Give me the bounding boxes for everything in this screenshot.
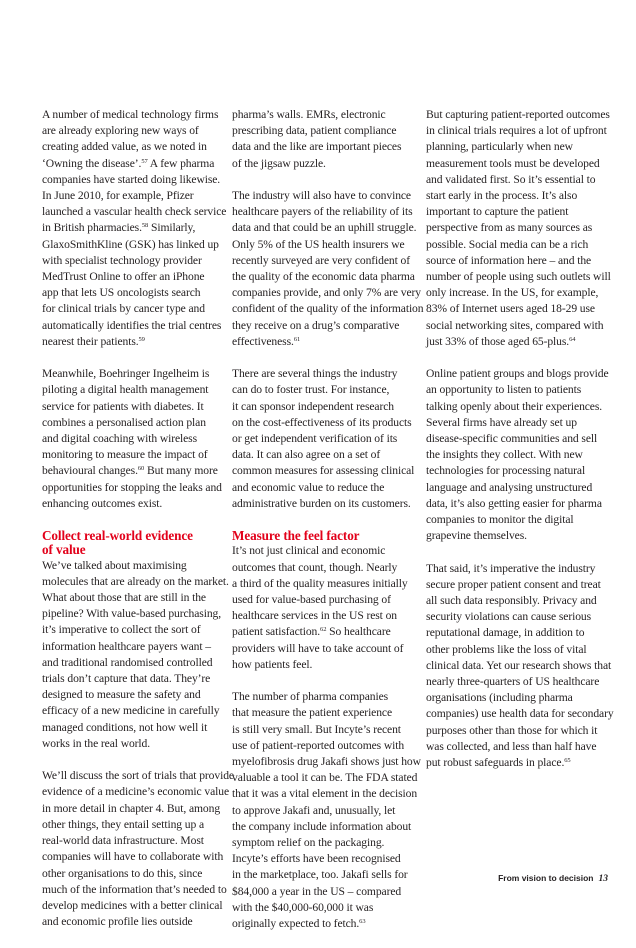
- text-line: There are several things the industry: [232, 367, 398, 381]
- body-paragraph: [42, 107, 228, 350]
- text-line: other organisations to do this, since: [42, 866, 203, 880]
- text-run: But many more: [144, 464, 218, 478]
- text-line: [42, 220, 228, 236]
- text-line: service for patients with diabetes. It: [42, 399, 204, 413]
- text-line: all such data responsibly. Privacy and: [426, 594, 597, 608]
- text-line: to approve Jakafi and, unusually, let: [232, 803, 396, 817]
- text-line: companies) use health data for secondary: [426, 707, 614, 721]
- text-line: and traditional randomised controlled: [42, 655, 213, 669]
- text-line: pipeline? With value-based purchasing,: [42, 607, 222, 621]
- text-line: We’ll discuss the sort of trials that provide: [42, 769, 234, 783]
- text-line: outcomes that count, though. Nearly: [232, 560, 398, 574]
- text-line: talking openly about their experiences.: [426, 399, 603, 413]
- footnote-reference: 57: [141, 157, 148, 165]
- footnote-reference: 58: [141, 222, 149, 230]
- text-line: [232, 916, 418, 932]
- footer-title: From vision to decision: [498, 873, 594, 883]
- page-number: 13: [598, 874, 608, 884]
- text-line: they receive on a drug’s comparative: [232, 318, 400, 332]
- text-line: was collected, and less than half have: [426, 739, 597, 753]
- text-line: valuable a tool it can be. The FDA stated: [232, 771, 418, 785]
- text-run: behavioural changes.: [42, 464, 138, 478]
- text-line: 83% of Internet users aged 18-29 use: [426, 302, 595, 316]
- text-line: $84,000 a year in the US – compared: [232, 884, 402, 898]
- text-line: The number of pharma companies: [232, 690, 389, 704]
- text-line: We’ve talked about maximising: [42, 558, 187, 572]
- text-line: reputational damage, in addition to: [426, 626, 585, 640]
- text-line: prescribing data, patient compliance: [232, 124, 397, 138]
- text-line: Measure the feel factor: [232, 528, 360, 544]
- text-line: only increase. In the US, for example,: [426, 286, 599, 300]
- text-line: use of patient-reported outcomes with: [232, 738, 405, 752]
- text-line: Only 5% of the US health insurers we: [232, 237, 405, 251]
- text-run: in British pharmacies.: [42, 221, 142, 235]
- body-paragraph: [426, 366, 616, 544]
- text-line: important to capture the patient: [426, 205, 569, 219]
- text-line: source of information here – and the: [426, 253, 592, 267]
- body-paragraph: [42, 366, 228, 512]
- text-line: in clinical trials requires a lot of upfront: [426, 124, 607, 138]
- text-line: is still very small. But Incyte’s recent: [232, 722, 401, 736]
- text-line: are already exploring new ways of: [42, 124, 199, 138]
- body-paragraph: [232, 689, 421, 932]
- text-line: data and that could be an uphill struggle.: [232, 221, 417, 235]
- text-line: and economic profile lies outside: [42, 915, 193, 929]
- text-line: real-world data infrastructure. Most: [42, 834, 204, 848]
- footnote-reference: 65: [564, 757, 571, 765]
- text-line: a third of the quality measures initially: [232, 576, 408, 590]
- text-line: [426, 755, 616, 771]
- footnote-reference: 61: [293, 335, 301, 343]
- text-line: grapevine themselves.: [426, 529, 527, 543]
- page-footer: [498, 873, 608, 884]
- text-line: companies provide, and only 7% are very: [232, 286, 421, 300]
- text-line: the quality of the economic data pharma: [232, 270, 415, 284]
- text-line: monitoring to measure the impact of: [42, 448, 208, 462]
- text-run: put robust safeguards in place.: [426, 756, 565, 770]
- text-line: data and the like are important pieces: [232, 140, 402, 154]
- text-line: an opportunity to listen to patients: [426, 383, 582, 397]
- text-line: perspective from as many sources as: [426, 221, 593, 235]
- text-line: companies to monitor the digital: [426, 513, 574, 527]
- text-line: In June 2010, for example, Pfizer: [42, 189, 194, 203]
- text-line: evidence of a medicine’s economic value: [42, 785, 229, 799]
- text-column-1: [42, 107, 234, 947]
- text-line: confident of the quality of the information: [232, 302, 424, 316]
- text-line: purposes other than those for which it: [426, 723, 598, 737]
- text-line: companies will have to collaborate with: [42, 850, 224, 864]
- text-line: organisations (including pharma: [426, 691, 573, 705]
- text-line: myelofibrosis drug Jakafi shows just how: [232, 755, 421, 769]
- text-line: creating added value, as we noted in: [42, 140, 207, 154]
- text-line: [232, 624, 418, 640]
- text-line: can do to foster trust. For instance,: [232, 383, 390, 397]
- text-line: that measure the patient experience: [232, 706, 393, 720]
- text-line: MedTrust Online to offer an iPhone: [42, 270, 205, 284]
- body-paragraph: [232, 107, 418, 172]
- text-line: secure proper patient consent and treat: [426, 577, 601, 591]
- text-line: the insights they collect. With new: [426, 448, 583, 462]
- text-line: language and analysing unstructured: [426, 480, 593, 494]
- text-line: nearly three-quarters of US healthcare: [426, 675, 600, 689]
- text-line: pharma’s walls. EMRs, electronic: [232, 108, 386, 121]
- text-line: GlaxoSmithKline (GSK) has linked up: [42, 237, 219, 251]
- section-heading: [42, 528, 228, 557]
- text-line: administrative burden on its customers.: [232, 496, 411, 510]
- text-line: in more detail in chapter 4. But, among: [42, 801, 221, 815]
- text-line: of value: [42, 542, 86, 558]
- text-line: works in the real world.: [42, 736, 151, 750]
- text-line: trials don’t capture that data. They’re: [42, 672, 211, 686]
- text-line: with specialist technology provider: [42, 253, 202, 267]
- text-line: combines a personalised action plan: [42, 415, 206, 429]
- text-line: healthcare services in the US rest on: [232, 609, 397, 623]
- text-run: A few pharma: [147, 156, 215, 170]
- text-line: app that lets US oncologists search: [42, 286, 201, 300]
- text-line: efficacy of a new medicine in carefully: [42, 704, 220, 718]
- text-line: designed to measure the safety and: [42, 688, 201, 702]
- text-line: [42, 334, 228, 350]
- footnote-reference: 59: [138, 335, 145, 343]
- text-run: So healthcare: [326, 625, 391, 639]
- text-line: Several firms have already set up: [426, 415, 577, 429]
- text-line: That said, it’s imperative the industry: [426, 561, 596, 575]
- section-heading: [232, 528, 418, 543]
- text-line: healthcare payers of the reliability of its: [232, 205, 413, 219]
- body-paragraph: [42, 558, 228, 752]
- text-line: symptom relief on the packaging.: [232, 836, 385, 850]
- footnote-reference: 62: [320, 626, 327, 634]
- text-line: [232, 334, 418, 350]
- text-line: other problems like the loss of vital: [426, 642, 587, 656]
- text-line: data, it’s also getting easier for pharma: [426, 496, 602, 510]
- text-line: or get independent verification of its: [232, 432, 398, 446]
- text-line: It’s not just clinical and economic: [232, 544, 386, 558]
- text-line: information healthcare payers want –: [42, 639, 211, 653]
- text-run: originally expected to fetch.: [232, 917, 360, 931]
- footnote-reference: 63: [359, 918, 366, 926]
- text-line: measurement tools must be developed: [426, 156, 600, 170]
- text-line: But capturing patient-reported outcomes: [426, 108, 610, 121]
- text-line: on the cost-effectiveness of its products: [232, 415, 412, 429]
- text-line: with the $40,000-60,000 it was: [232, 900, 374, 914]
- text-line: clinical data. Yet our research shows that: [426, 658, 612, 672]
- text-line: that it was a vital element in the decision: [232, 787, 418, 801]
- body-paragraph: [232, 188, 424, 350]
- text-line: start early in the process. It’s also: [426, 189, 578, 203]
- text-line: opportunities for stopping the leaks and: [42, 480, 222, 494]
- text-line: social networking sites, compared with: [426, 318, 604, 332]
- text-line: how patients feel.: [232, 657, 313, 671]
- text-line: and digital coaching with wireless: [42, 432, 198, 446]
- text-line: and validated first. So it’s essential to: [426, 172, 596, 186]
- body-paragraph: [42, 768, 234, 930]
- body-paragraph: [232, 543, 418, 673]
- text-line: automatically identifies the trial centres: [42, 318, 222, 332]
- text-line: technologies for processing natural: [426, 464, 586, 478]
- text-line: Collect real-world evidence: [42, 528, 193, 544]
- text-line: [42, 463, 228, 479]
- text-line: possible. Social media can be a rich: [426, 237, 589, 251]
- text-line: develop medicines with a better clinical: [42, 898, 223, 912]
- text-line: for clinical trials by cancer type and: [42, 302, 205, 316]
- text-line: other things, they entail setting up a: [42, 817, 205, 831]
- footnote-reference: 64: [569, 335, 576, 343]
- text-line: providers will have to take account of: [232, 641, 404, 655]
- text-column-3: [426, 107, 616, 787]
- text-line: The industry will also have to convince: [232, 189, 411, 202]
- text-line: it can sponsor independent research: [232, 399, 394, 413]
- text-line: enhancing outcomes exist.: [42, 496, 163, 510]
- text-line: Meanwhile, Boehringer Ingelheim is: [42, 367, 210, 381]
- text-line: piloting a digital health management: [42, 383, 209, 397]
- text-line: number of people using such outlets will: [426, 270, 611, 284]
- text-line: [426, 334, 616, 350]
- text-line: data. It can also agree on a set of: [232, 448, 381, 462]
- text-line: used for value-based purchasing of: [232, 593, 391, 607]
- text-line: much of the information that’s needed to: [42, 882, 227, 896]
- text-line: disease-specific communities and sell: [426, 432, 598, 446]
- text-line: What about those that are still in the: [42, 591, 206, 605]
- text-line: launched a vascular health check service: [42, 205, 227, 219]
- text-column-2: [232, 107, 424, 948]
- text-line: managed conditions, not how well it: [42, 720, 208, 734]
- text-run: patient satisfaction.: [232, 625, 321, 639]
- text-line: the company include information about: [232, 819, 412, 833]
- text-run: Similarly,: [148, 221, 196, 235]
- text-line: [42, 156, 228, 172]
- text-line: common measures for assessing clinical: [232, 464, 415, 478]
- text-line: molecules that are already on the market.: [42, 574, 229, 588]
- body-paragraph: [426, 561, 616, 772]
- text-run: just 33% of those aged 65-plus.: [426, 334, 570, 348]
- text-run: nearest their patients.: [42, 334, 139, 348]
- text-line: in the marketplace, too. Jakafi sells for: [232, 868, 408, 882]
- text-line: it’s imperative to collect the sort of: [42, 623, 201, 637]
- text-line: of the jigsaw puzzle.: [232, 156, 326, 170]
- text-line: companies have started doing likewise.: [42, 172, 221, 186]
- text-line: planning, particularly when new: [426, 140, 573, 154]
- text-line: recently surveyed are very confident of: [232, 253, 410, 267]
- body-paragraph: [232, 366, 418, 512]
- text-line: A number of medical technology firms: [42, 108, 219, 121]
- text-line: and economic value to reduce the: [232, 480, 385, 494]
- text-run: ‘Owning the disease’.: [42, 156, 142, 170]
- text-line: security violations can cause serious: [426, 610, 592, 624]
- text-line: Online patient groups and blogs provide: [426, 367, 609, 381]
- footnote-reference: 60: [137, 465, 145, 473]
- text-run: effectiveness.: [232, 334, 294, 348]
- body-paragraph: [426, 107, 616, 350]
- text-line: Incyte’s efforts have been recognised: [232, 852, 401, 866]
